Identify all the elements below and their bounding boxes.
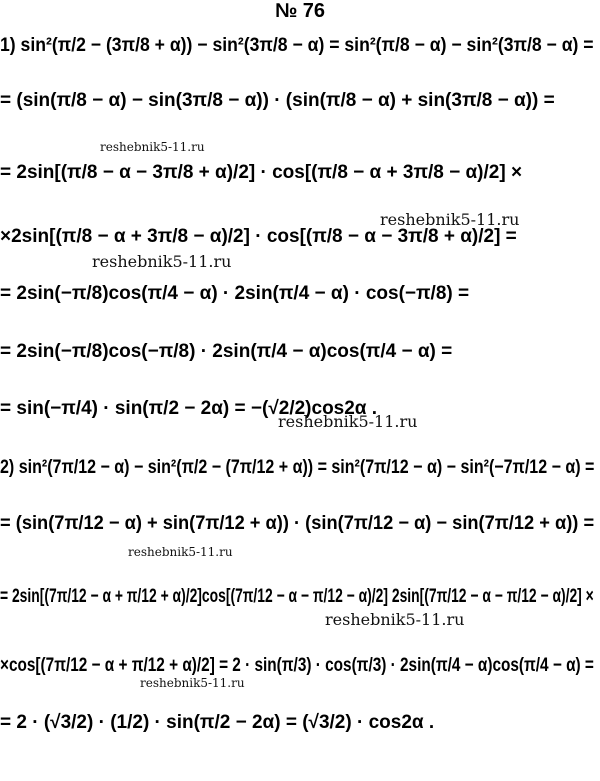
solution-1-line-1: 1) sin²(π/2 − (3π/8 + α)) − sin²(3π/8 − α) = sin²(π/8 − α) − sin²(3π/8 − α) =: [0, 35, 594, 56]
solution-2-line-4: ×cos[(7π/12 − α + π/12 + α)/2] = 2 · sin(π/3) · cos(π/3) · 2sin(π/4 − α)cos(π/4 − α) =: [0, 655, 594, 676]
watermark: reshebnik5-11.ru: [100, 140, 205, 154]
solution-1-line-2: = (sin(π/8 − α) − sin(3π/8 − α)) · (sin(π/8 − α) + sin(3π/8 − α)) =: [0, 90, 555, 111]
solution-1-line-7: = sin(−π/4) · sin(π/2 − 2α) = −(√2/2)cos2α .: [0, 398, 378, 419]
solution-1-line-5: = 2sin(−π/8)cos(π/4 − α) · 2sin(π/4 − α) · cos(−π/8) =: [0, 283, 470, 304]
watermark: reshebnik5-11.ru: [140, 676, 245, 690]
solution-1-line-3: = 2sin[(π/8 − α − 3π/8 + α)/2] · cos[(π/8 − α + 3π/8 − α)/2] ×: [0, 162, 523, 183]
problem-number: № 76: [274, 0, 326, 22]
watermark: reshebnik5-11.ru: [128, 545, 233, 559]
watermark: reshebnik5-11.ru: [92, 252, 232, 271]
solution-2-line-1: 2) sin²(7π/12 − α) − sin²(π/2 − (7π/12 + α)) = sin²(7π/12 − α) − sin²(−7π/12 − α) =: [0, 457, 595, 478]
watermark: reshebnik5-11.ru: [278, 412, 418, 431]
solution-2-line-5: = 2 · (√3/2) · (1/2) · sin(π/2 − 2α) = (√3/2) · cos2α .: [0, 712, 435, 733]
solution-1-line-6: = 2sin(−π/8)cos(−π/8) · 2sin(π/4 − α)cos(π/4 − α) =: [0, 341, 453, 362]
solution-2-line-3: = 2sin[(7π/12 − α + π/12 + α)/2]cos[(7π/12 − α − π/12 − α)/2] 2sin[(7π/12 − α − π/12 − α)/2] ×: [0, 586, 594, 607]
solution-2-line-2: = (sin(7π/12 − α) + sin(7π/12 + α)) · (sin(7π/12 − α) − sin(7π/12 + α)) =: [0, 513, 595, 534]
watermark: reshebnik5-11.ru: [380, 210, 520, 229]
watermark: reshebnik5-11.ru: [325, 610, 465, 629]
solution-1-line-4: ×2sin[(π/8 − α + 3π/8 − α)/2] · cos[(π/8 − α − 3π/8 + α)/2] =: [0, 226, 517, 247]
